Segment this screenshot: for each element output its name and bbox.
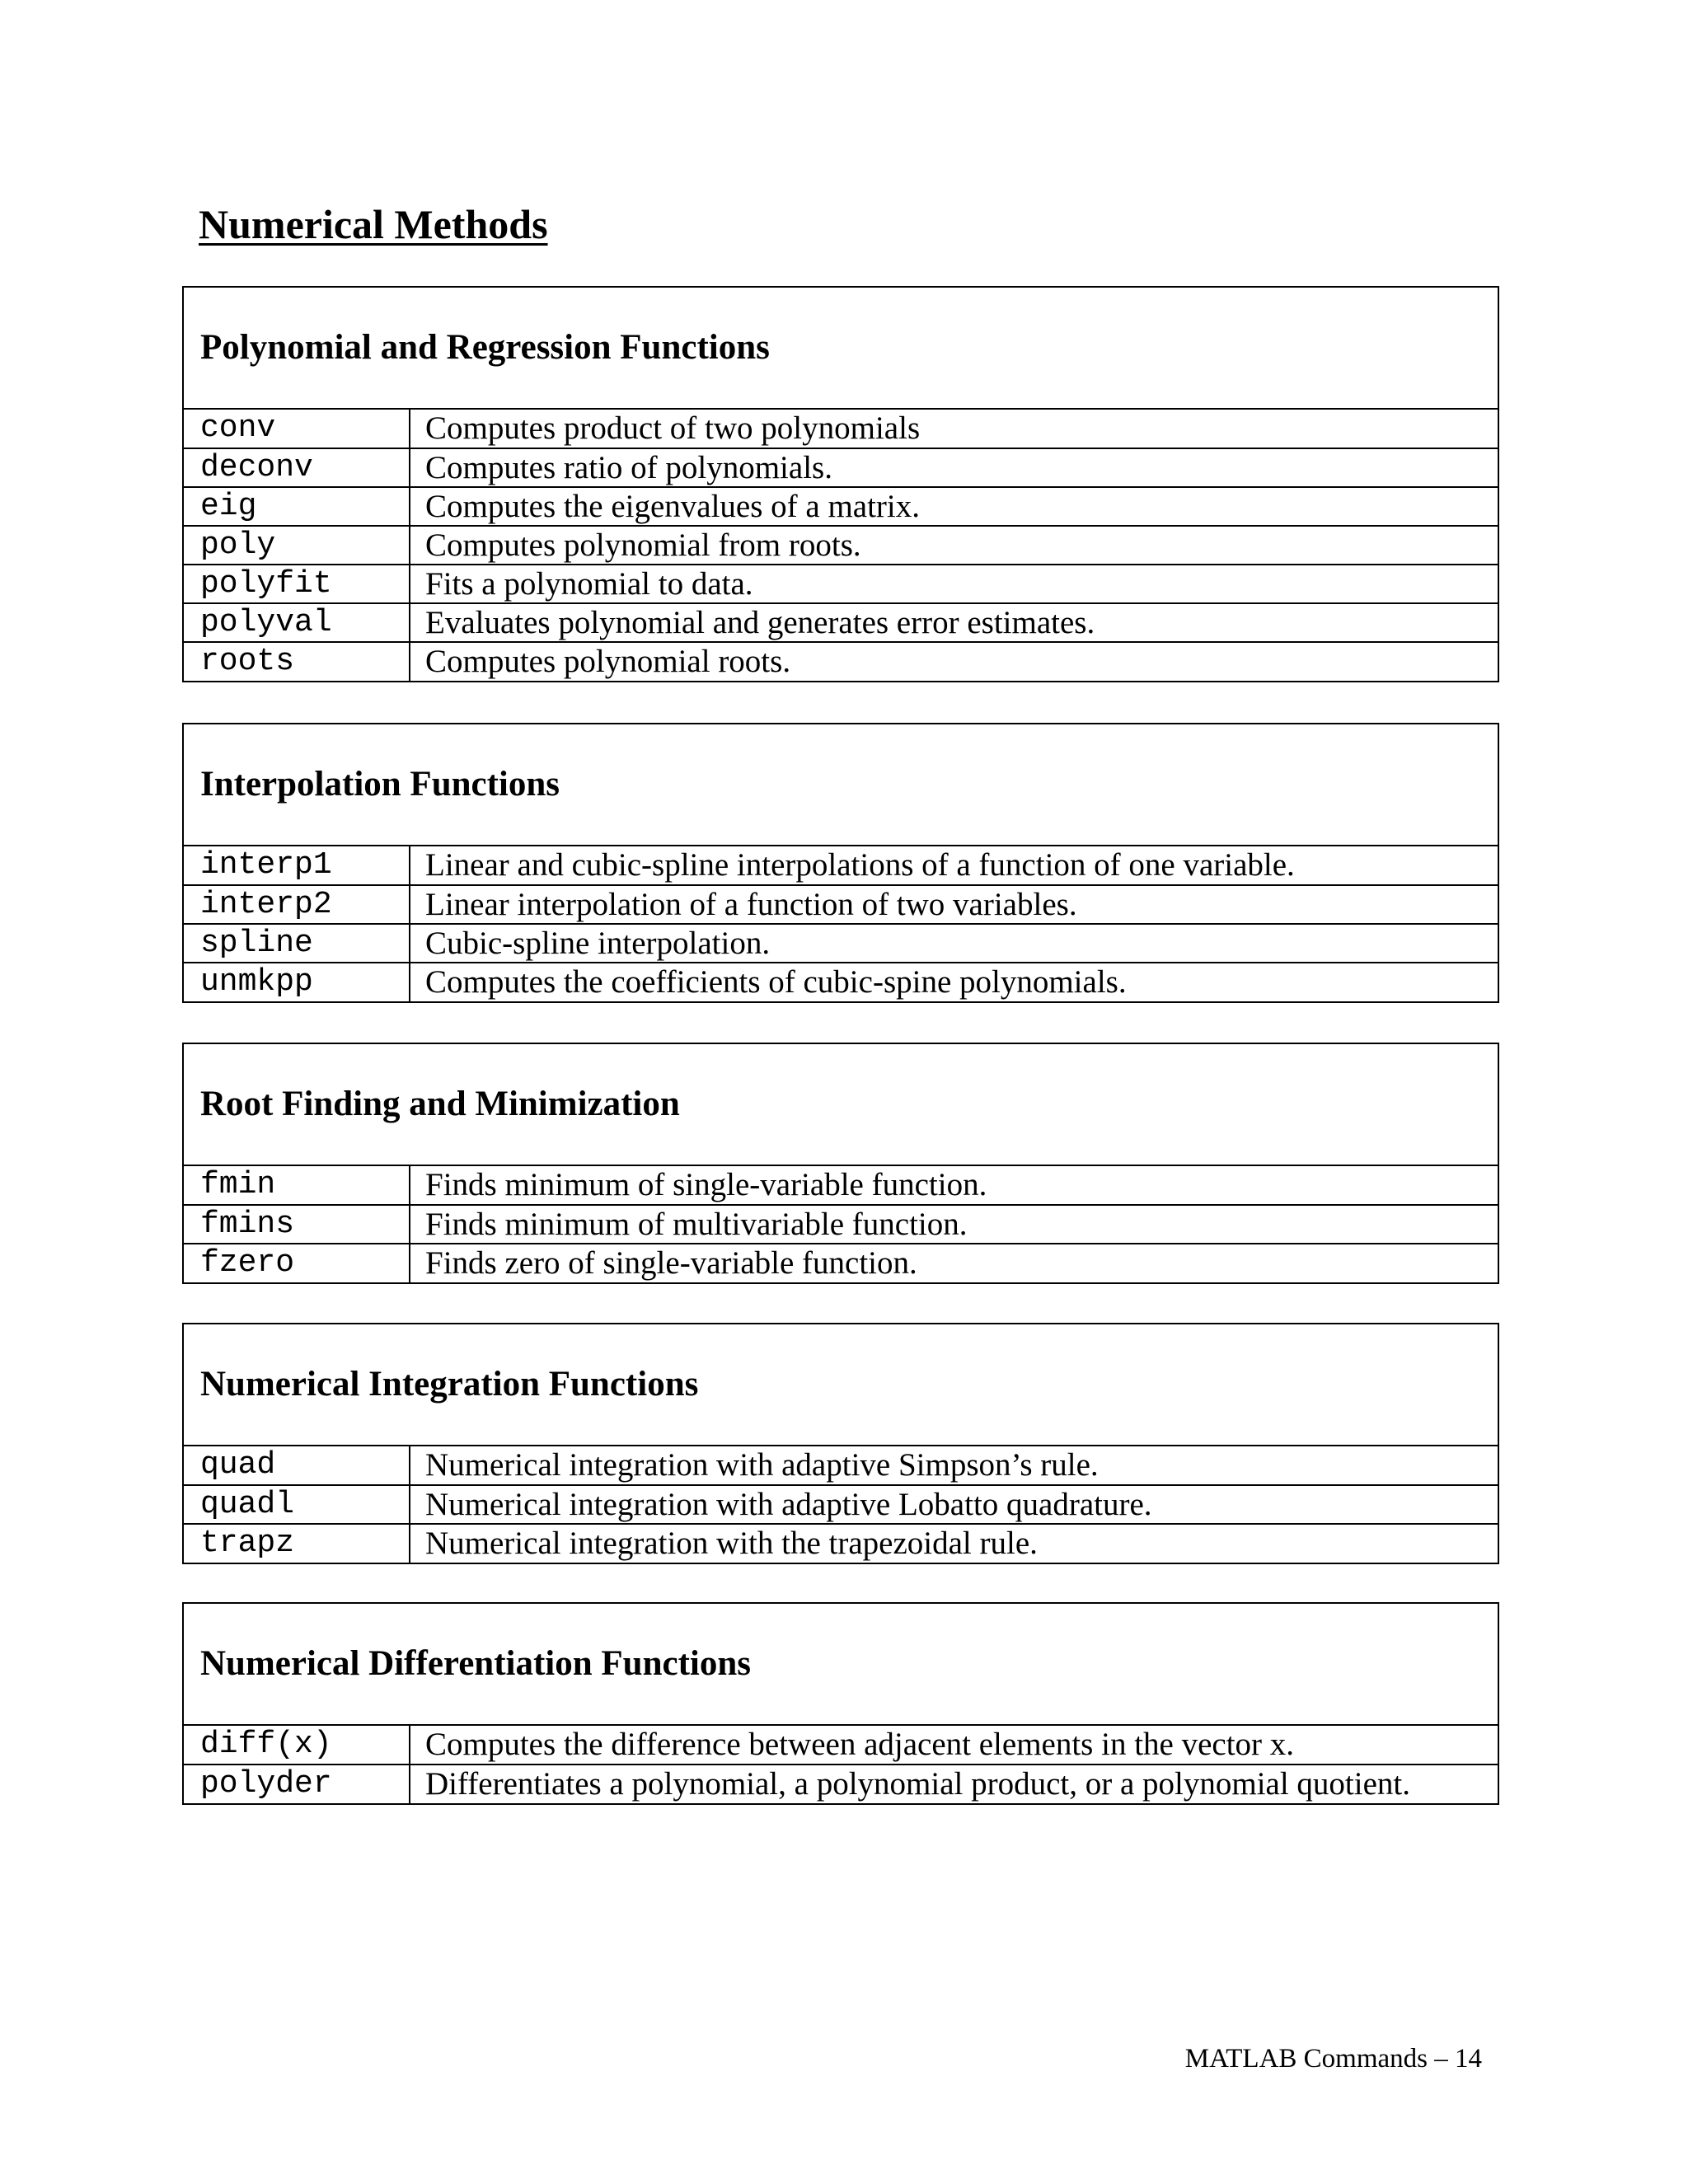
command-description: Fits a polynomial to data. [410, 565, 1498, 603]
command-name: polyder [184, 1765, 410, 1803]
section-header [184, 724, 1498, 846]
section-header [184, 1604, 1498, 1726]
command-table [184, 410, 1498, 681]
table-row [184, 603, 1498, 642]
table-row [184, 1524, 1498, 1563]
command-description: Finds zero of single-variable function. [410, 1244, 1498, 1282]
table-row [184, 1765, 1498, 1803]
section-title: Numerical Integration Functions [200, 1365, 699, 1404]
command-description: Linear interpolation of a function of two variables. [410, 885, 1498, 924]
section-numerical-integration [182, 1323, 1499, 1564]
command-description: Cubic-spline interpolation. [410, 924, 1498, 963]
command-name: quadl [184, 1485, 410, 1524]
command-description: Computes product of two polynomials [425, 410, 921, 446]
command-name: spline [184, 924, 410, 963]
command-description: Numerical integration with adaptive Simpson’s rule. [425, 1447, 1099, 1483]
command-table [184, 1166, 1498, 1282]
command-name: deconv [184, 448, 410, 487]
section-title: Numerical Differentiation Functions [200, 1644, 752, 1683]
command-description: Computes the eigenvalues of a matrix. [410, 487, 1498, 526]
section-header [184, 288, 1498, 410]
page-footer: MATLAB Commands – 14 [1184, 2044, 1482, 2074]
command-name: poly [184, 526, 410, 565]
table-row [184, 846, 1498, 885]
table-row [184, 1485, 1498, 1524]
table-row [184, 1726, 1498, 1765]
command-description: Computes polynomial from roots. [410, 526, 1498, 565]
command-name: polyfit [184, 565, 410, 603]
command-name: eig [184, 487, 410, 526]
command-name: interp1 [184, 846, 410, 885]
command-name: diff(x) [184, 1726, 410, 1765]
command-description: Linear and cubic-spline interpolations of a function of one variable. [425, 847, 1295, 883]
section-interpolation [182, 723, 1499, 1003]
command-description: Computes the coefficients of cubic-spine polynomials. [410, 963, 1498, 1001]
table-row [184, 565, 1498, 603]
section-polynomial-regression [182, 286, 1499, 682]
command-name: interp2 [184, 885, 410, 924]
section-header [184, 1044, 1498, 1166]
command-description: Computes ratio of polynomials. [410, 448, 1498, 487]
command-description: Numerical integration with adaptive Lobatto quadrature. [410, 1485, 1498, 1524]
section-title: Polynomial and Regression Functions [200, 328, 770, 367]
command-description: Finds minimum of multivariable function. [410, 1205, 1498, 1244]
command-name: fmins [184, 1205, 410, 1244]
table-row [184, 526, 1498, 565]
command-table [184, 1446, 1498, 1563]
command-name: fzero [184, 1244, 410, 1282]
table-row [184, 1205, 1498, 1244]
command-description: Evaluates polynomial and generates error estimates. [410, 603, 1498, 642]
table-row [184, 487, 1498, 526]
table-row [184, 1446, 1498, 1485]
command-description: Numerical integration with the trapezoidal rule. [410, 1524, 1498, 1563]
table-row [184, 885, 1498, 924]
command-table [184, 1726, 1498, 1803]
section-numerical-differentiation [182, 1602, 1499, 1805]
table-row [184, 963, 1498, 1001]
command-name: unmkpp [184, 963, 410, 1001]
command-description: Computes the difference between adjacent elements in the vector x. [425, 1727, 1295, 1762]
command-name: polyval [184, 603, 410, 642]
command-description: Finds minimum of single-variable function. [425, 1167, 987, 1202]
section-title: Root Finding and Minimization [200, 1085, 680, 1123]
command-name: trapz [184, 1524, 410, 1563]
section-root-finding [182, 1043, 1499, 1284]
command-name: quad [184, 1446, 410, 1485]
table-row [184, 448, 1498, 487]
section-title: Interpolation Functions [200, 765, 560, 804]
table-row [184, 924, 1498, 963]
table-row [184, 642, 1498, 681]
table-row [184, 1244, 1498, 1282]
command-name: roots [184, 642, 410, 681]
command-name: fmin [184, 1166, 410, 1205]
section-header [184, 1324, 1498, 1446]
command-description: Differentiates a polynomial, a polynomial product, or a polynomial quotient. [410, 1765, 1498, 1803]
command-description: Computes polynomial roots. [410, 642, 1498, 681]
table-row [184, 410, 1498, 448]
table-row [184, 1166, 1498, 1205]
command-name: conv [184, 410, 410, 448]
command-table [184, 846, 1498, 1001]
page-title: Numerical Methods [199, 201, 548, 247]
